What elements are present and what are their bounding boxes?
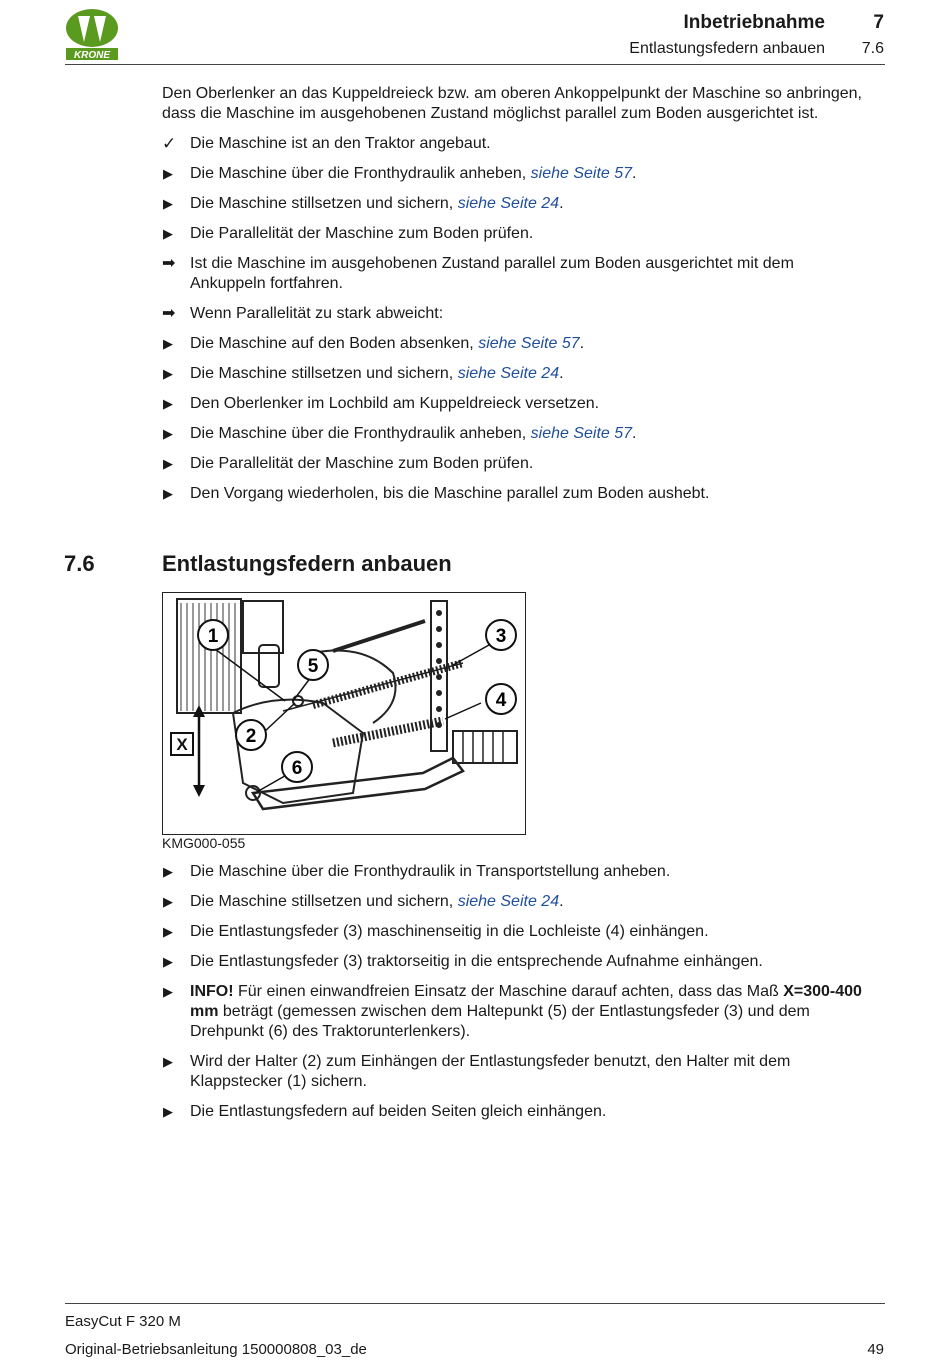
logo-text: KRONE — [73, 50, 111, 61]
result-arrow-icon: ➡ — [162, 305, 176, 322]
step-item — [162, 364, 872, 384]
content-block-2 — [162, 862, 874, 1132]
section-title-header: Entlastungsfedern anbauen — [629, 40, 825, 57]
step-item — [162, 862, 874, 882]
bullet-triangle-icon: ▶ — [163, 396, 173, 411]
chapter-number: 7 — [873, 12, 884, 33]
step-list-b — [162, 862, 874, 972]
callout-2 — [236, 720, 266, 750]
chapter-title: Inbetriebnahme — [683, 12, 825, 33]
page-reference-link[interactable]: siehe Seite 57 — [530, 165, 633, 182]
step-item — [162, 224, 872, 244]
footer-divider — [65, 1303, 885, 1304]
page-reference-link[interactable]: siehe Seite 24 — [457, 195, 560, 212]
step-item — [162, 394, 872, 414]
intro-paragraph: Den Oberlenker an das Kuppeldreieck bzw. am oberen Ankoppelpunkt der Maschine so anbringen, dass die Maschine im ausgehobenen Zustand möglichst parallel zum Boden ausgerichtet ist. — [162, 85, 862, 122]
callout-6 — [282, 752, 312, 782]
callout-3 — [486, 620, 516, 650]
page-reference-link[interactable]: siehe Seite 24 — [457, 365, 560, 382]
step-list-c — [162, 1052, 874, 1122]
bullet-triangle-icon: ▶ — [163, 426, 173, 441]
content-block-1 — [162, 84, 872, 514]
svg-text:2: 2 — [245, 726, 257, 747]
step-suffix: . — [559, 195, 564, 212]
page-reference-link[interactable]: siehe Seite 57 — [530, 425, 633, 442]
svg-text:6: 6 — [291, 758, 303, 779]
figure-drawing — [163, 593, 525, 834]
step-text: Die Maschine über die Fronthydraulik anheben, — [190, 165, 531, 182]
step-text: Ist die Maschine im ausgehobenen Zustand parallel zum Boden ausgerichtet mit dem Ankuppeln fortfahren. — [190, 255, 794, 292]
step-suffix: . — [559, 893, 564, 910]
step-text: Die Maschine ist an den Traktor angebaut. — [190, 135, 491, 152]
step-item — [162, 952, 874, 972]
footer-document: Original-Betriebsanleitung 150000808_03_de — [65, 1341, 367, 1358]
page-reference-link[interactable]: siehe Seite 57 — [478, 335, 580, 352]
info-measure: X=300-400 mm — [190, 983, 862, 1020]
svg-text:5: 5 — [307, 656, 319, 677]
step-text: Die Entlastungsfedern auf beiden Seiten gleich einhängen. — [190, 1103, 607, 1120]
section-number: 7.6 — [64, 551, 95, 576]
bullet-triangle-icon: ▶ — [163, 366, 173, 381]
technical-figure — [162, 592, 526, 835]
bullet-triangle-icon: ▶ — [163, 1104, 173, 1119]
info-text-2: beträgt (gemessen zwischen dem Haltepunkt (5) der Entlastungsfeder (3) und dem Drehpunkt (6) des Traktorunterlenkers). — [190, 1003, 810, 1040]
krone-logo — [64, 8, 120, 62]
bullet-triangle-icon: ▶ — [163, 864, 173, 879]
step-text: Den Vorgang wiederholen, bis die Maschine parallel zum Boden aushebt. — [190, 485, 710, 502]
checkmark-icon: ✓ — [162, 134, 177, 153]
dimension-x-label: X — [176, 735, 188, 754]
step-text: Die Maschine stillsetzen und sichern, — [190, 893, 458, 910]
callout-4 — [486, 684, 516, 714]
step-text: Die Maschine über die Fronthydraulik anheben, — [190, 425, 531, 442]
step-suffix: . — [579, 335, 585, 352]
bullet-triangle-icon: ▶ — [163, 1054, 173, 1069]
callout-1 — [198, 620, 228, 650]
section-number-header: 7.6 — [861, 40, 884, 57]
step-item — [162, 254, 872, 294]
step-text: Die Maschine stillsetzen und sichern, — [190, 365, 458, 382]
step-text: Die Maschine auf den Boden absenken, — [190, 335, 479, 352]
bullet-triangle-icon: ▶ — [163, 924, 173, 939]
svg-text:1: 1 — [207, 626, 219, 647]
figure-caption: KMG000-055 — [162, 835, 246, 851]
step-text: Die Entlastungsfeder (3) maschinenseitig in die Lochleiste (4) einhängen. — [190, 923, 709, 940]
info-label: INFO! — [190, 983, 234, 1000]
step-item — [162, 194, 872, 214]
step-item — [162, 164, 872, 184]
step-list-a — [162, 134, 872, 504]
header-divider — [65, 64, 885, 65]
result-arrow-icon: ➡ — [162, 255, 176, 272]
bullet-triangle-icon: ▶ — [163, 226, 173, 241]
info-step — [162, 982, 874, 1042]
step-item — [162, 454, 872, 474]
bullet-triangle-icon: ▶ — [163, 894, 173, 909]
step-suffix: . — [632, 425, 637, 442]
bullet-triangle-icon: ▶ — [163, 984, 173, 999]
step-text: Die Maschine stillsetzen und sichern, — [190, 195, 458, 212]
svg-text:4: 4 — [495, 690, 507, 711]
bullet-triangle-icon: ▶ — [163, 954, 173, 969]
bullet-triangle-icon: ▶ — [163, 456, 173, 471]
step-suffix: . — [559, 365, 564, 382]
step-suffix: . — [632, 165, 637, 182]
bullet-triangle-icon: ▶ — [163, 166, 173, 181]
step-text: Die Entlastungsfeder (3) traktorseitig in die entsprechende Aufnahme einhängen. — [190, 953, 763, 970]
step-item — [162, 1052, 874, 1092]
svg-text:3: 3 — [495, 626, 507, 647]
info-text-1: Für einen einwandfreien Einsatz der Maschine darauf achten, dass das Maß — [233, 983, 784, 1000]
footer-model: EasyCut F 320 M — [65, 1313, 181, 1330]
step-item — [162, 134, 872, 154]
page-number: 49 — [867, 1341, 884, 1358]
step-text: Die Parallelität der Maschine zum Boden prüfen. — [190, 225, 534, 242]
callout-5 — [298, 650, 328, 680]
bullet-triangle-icon: ▶ — [163, 486, 173, 501]
step-text: Den Oberlenker im Lochbild am Kuppeldreieck versetzen. — [190, 395, 600, 412]
step-text: Die Parallelität der Maschine zum Boden prüfen. — [190, 455, 534, 472]
step-item — [162, 892, 874, 912]
bullet-triangle-icon: ▶ — [163, 336, 173, 351]
step-text: Wird der Halter (2) zum Einhängen der Entlastungsfeder benutzt, den Halter mit dem Klappstecker (1) sichern. — [190, 1053, 791, 1090]
page-reference-link[interactable]: siehe Seite 24 — [457, 893, 560, 910]
step-item — [162, 334, 872, 354]
step-item — [162, 484, 872, 504]
step-item — [162, 424, 872, 444]
step-item — [162, 922, 874, 942]
step-text: Wenn Parallelität zu stark abweicht: — [190, 305, 444, 322]
step-item — [162, 304, 872, 324]
bullet-triangle-icon: ▶ — [163, 196, 173, 211]
step-item — [162, 1102, 874, 1122]
step-text: Die Maschine über die Fronthydraulik in Transportstellung anheben. — [190, 863, 671, 880]
section-heading: Entlastungsfedern anbauen — [162, 551, 452, 576]
